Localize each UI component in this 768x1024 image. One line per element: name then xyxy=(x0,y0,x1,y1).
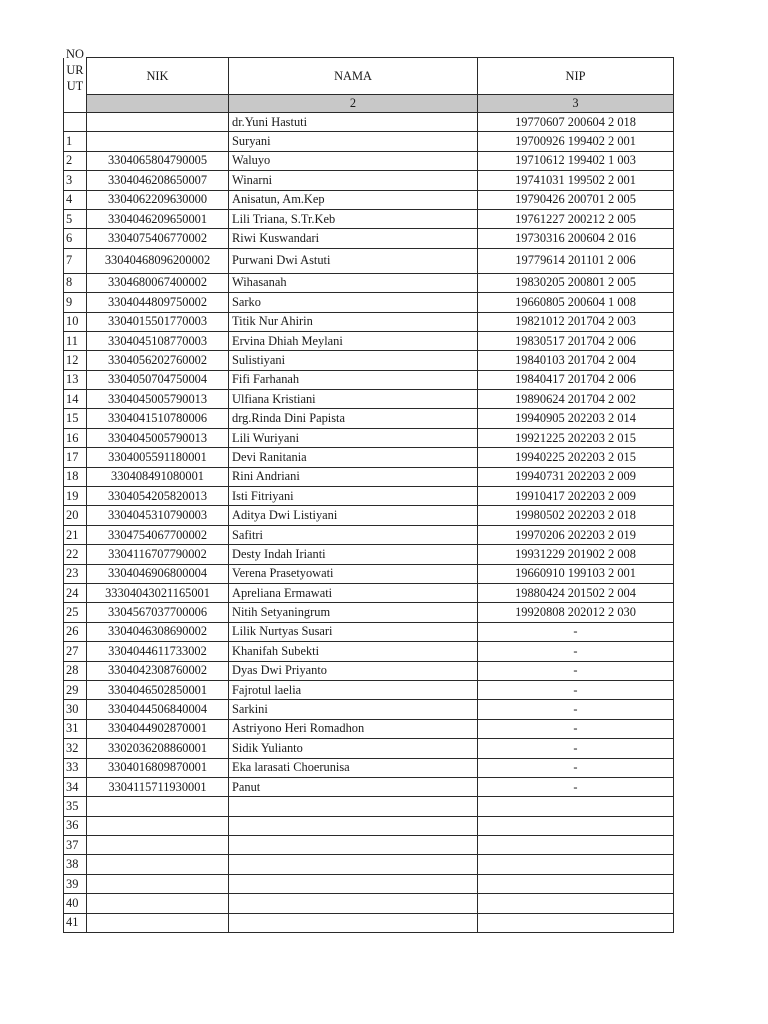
row-nama-cell: Suryani xyxy=(229,132,478,151)
row-nik-cell: 3304056202760002 xyxy=(87,351,229,370)
table-row xyxy=(64,467,674,486)
row-nama-cell: Riwi Kuswandari xyxy=(229,229,478,248)
row-nama-cell: Fifi Farhanah xyxy=(229,370,478,389)
table-row xyxy=(64,739,674,758)
row-nama-cell xyxy=(229,797,478,816)
row-nip-cell: 19660910 199103 2 001 xyxy=(478,564,674,583)
table-row xyxy=(64,894,674,913)
row-no-cell: 21 xyxy=(64,525,87,544)
row-no-cell: 3 xyxy=(64,171,87,190)
row-no-cell: 10 xyxy=(64,312,87,331)
row-nip-cell: - xyxy=(478,622,674,641)
row-nip-cell xyxy=(478,855,674,874)
header-no-line-2: UR xyxy=(66,62,84,77)
row-no-cell: 4 xyxy=(64,190,87,209)
row-no-cell: 24 xyxy=(64,583,87,602)
row-nik-cell: 3304046906800004 xyxy=(87,564,229,583)
row-nama-cell: Eka larasati Choerunisa xyxy=(229,758,478,777)
row-no-cell: 18 xyxy=(64,467,87,486)
row-nik-cell xyxy=(87,874,229,893)
header-no-urut xyxy=(64,46,87,113)
table-row xyxy=(64,171,674,190)
table-row xyxy=(64,642,674,661)
row-nama-cell: Desty Indah Irianti xyxy=(229,545,478,564)
row-nik-cell xyxy=(87,113,229,132)
row-nik-cell: 3304041510780006 xyxy=(87,409,229,428)
row-nik-cell: 3304754067700002 xyxy=(87,525,229,544)
header-row xyxy=(64,58,674,95)
row-no-cell: 35 xyxy=(64,797,87,816)
row-nik-cell: 3304005591180001 xyxy=(87,448,229,467)
row-nip-cell: 19921225 202203 2 015 xyxy=(478,428,674,447)
table-row xyxy=(64,855,674,874)
row-nip-cell: - xyxy=(478,739,674,758)
table-row xyxy=(64,113,674,132)
row-nip-cell: 19779614 201101 2 006 xyxy=(478,248,674,273)
row-no-cell: 38 xyxy=(64,855,87,874)
row-nip-cell: - xyxy=(478,661,674,680)
table-row xyxy=(64,351,674,370)
row-nama-cell: Ervina Dhiah Meylani xyxy=(229,331,478,350)
row-nip-cell: 19710612 199402 1 003 xyxy=(478,151,674,170)
table-row xyxy=(64,874,674,893)
row-no-cell: 1 xyxy=(64,132,87,151)
column-number-nip: 3 xyxy=(478,95,674,113)
row-nip-cell xyxy=(478,913,674,932)
row-no-cell: 26 xyxy=(64,622,87,641)
table-row xyxy=(64,564,674,583)
row-nik-cell: 3304044902870001 xyxy=(87,719,229,738)
row-nik-cell: 3304046502850001 xyxy=(87,680,229,699)
table-row xyxy=(64,132,674,151)
row-nip-cell: - xyxy=(478,642,674,661)
row-nama-cell: Verena Prasetyowati xyxy=(229,564,478,583)
row-nik-cell xyxy=(87,797,229,816)
row-nik-cell xyxy=(87,913,229,932)
row-nik-cell: 3304115711930001 xyxy=(87,777,229,796)
row-nama-cell: Rini Andriani xyxy=(229,467,478,486)
row-nama-cell: Lili Triana, S.Tr.Keb xyxy=(229,209,478,228)
table-row xyxy=(64,700,674,719)
row-nip-cell: 19821012 201704 2 003 xyxy=(478,312,674,331)
header-nama: NAMA xyxy=(229,58,478,95)
header-no-line-3: UT xyxy=(66,78,84,93)
row-nama-cell: Purwani Dwi Astuti xyxy=(229,248,478,273)
row-nip-cell: 19660805 200604 1 008 xyxy=(478,293,674,312)
row-no-cell: 22 xyxy=(64,545,87,564)
row-nama-cell: drg.Rinda Dini Papista xyxy=(229,409,478,428)
row-no-cell: 12 xyxy=(64,351,87,370)
row-nama-cell xyxy=(229,836,478,855)
row-nik-cell: 33040468096200002 xyxy=(87,248,229,273)
row-nik-cell: 3304044809750002 xyxy=(87,293,229,312)
table-row xyxy=(64,661,674,680)
table-row xyxy=(64,545,674,564)
row-nama-cell: Fajrotul laelia xyxy=(229,680,478,699)
table-row xyxy=(64,777,674,796)
table-row xyxy=(64,603,674,622)
row-nama-cell xyxy=(229,855,478,874)
row-no-cell: 14 xyxy=(64,390,87,409)
row-nip-cell xyxy=(478,797,674,816)
row-no-cell: 2 xyxy=(64,151,87,170)
table-row xyxy=(64,293,674,312)
row-nik-cell: 3304046208650007 xyxy=(87,171,229,190)
row-nama-cell: Apreliana Ermawati xyxy=(229,583,478,602)
row-nip-cell: 19890624 201704 2 002 xyxy=(478,390,674,409)
row-nik-cell: 3304680067400002 xyxy=(87,273,229,292)
row-no-cell: 23 xyxy=(64,564,87,583)
row-no-cell: 30 xyxy=(64,700,87,719)
row-nama-cell xyxy=(229,913,478,932)
row-nik-cell: 3304054205820013 xyxy=(87,487,229,506)
row-nama-cell: Isti Fitriyani xyxy=(229,487,478,506)
table-row xyxy=(64,448,674,467)
row-nip-cell: 19840417 201704 2 006 xyxy=(478,370,674,389)
row-nama-cell: Sidik Yulianto xyxy=(229,739,478,758)
row-nip-cell xyxy=(478,836,674,855)
table-row xyxy=(64,190,674,209)
row-nama-cell: Wihasanah xyxy=(229,273,478,292)
row-no-cell: 6 xyxy=(64,229,87,248)
row-nama-cell: Sulistiyani xyxy=(229,351,478,370)
row-nik-cell xyxy=(87,132,229,151)
row-no-cell: 32 xyxy=(64,739,87,758)
row-nik-cell: 3304050704750004 xyxy=(87,370,229,389)
row-nip-cell: 19830517 201704 2 006 xyxy=(478,331,674,350)
row-nik-cell: 3304045005790013 xyxy=(87,428,229,447)
row-nip-cell: 19790426 200701 2 005 xyxy=(478,190,674,209)
row-nama-cell xyxy=(229,894,478,913)
row-nip-cell: 19761227 200212 2 005 xyxy=(478,209,674,228)
row-nip-cell: 19940225 202203 2 015 xyxy=(478,448,674,467)
row-nik-cell xyxy=(87,894,229,913)
table-row xyxy=(64,209,674,228)
header-no-line-1: NO xyxy=(66,46,84,61)
row-no-cell: 29 xyxy=(64,680,87,699)
row-nik-cell xyxy=(87,836,229,855)
row-nik-cell: 3304045005790013 xyxy=(87,390,229,409)
row-no-cell: 34 xyxy=(64,777,87,796)
row-no-cell: 8 xyxy=(64,273,87,292)
table-row xyxy=(64,370,674,389)
table-row xyxy=(64,151,674,170)
row-no-cell: 13 xyxy=(64,370,87,389)
row-nip-cell: - xyxy=(478,777,674,796)
table-row xyxy=(64,273,674,292)
row-no-cell: 9 xyxy=(64,293,87,312)
row-no-cell xyxy=(64,113,87,132)
row-nip-cell: 19910417 202203 2 009 xyxy=(478,487,674,506)
row-nik-cell: 3304016809870001 xyxy=(87,758,229,777)
table-row xyxy=(64,248,674,273)
row-nama-cell: Sarko xyxy=(229,293,478,312)
row-no-cell: 15 xyxy=(64,409,87,428)
column-number-nik xyxy=(87,95,229,113)
row-nama-cell: Safitri xyxy=(229,525,478,544)
row-nip-cell: - xyxy=(478,700,674,719)
row-no-cell: 36 xyxy=(64,816,87,835)
row-nip-cell: 19730316 200604 2 016 xyxy=(478,229,674,248)
row-no-cell: 27 xyxy=(64,642,87,661)
table-row xyxy=(64,719,674,738)
row-nama-cell: Lili Wuriyani xyxy=(229,428,478,447)
table-row xyxy=(64,409,674,428)
row-nik-cell: 3304065804790005 xyxy=(87,151,229,170)
staff-table xyxy=(63,46,674,933)
row-nik-cell: 3304062209630000 xyxy=(87,190,229,209)
row-nik-cell: 3304116707790002 xyxy=(87,545,229,564)
row-nama-cell: Sarkini xyxy=(229,700,478,719)
row-nik-cell: 33304043021165001 xyxy=(87,583,229,602)
row-nip-cell: 19920808 202012 2 030 xyxy=(478,603,674,622)
table-row xyxy=(64,428,674,447)
table-row xyxy=(64,312,674,331)
row-no-cell: 31 xyxy=(64,719,87,738)
row-no-cell: 16 xyxy=(64,428,87,447)
table-row xyxy=(64,836,674,855)
table-row xyxy=(64,622,674,641)
row-nama-cell: Waluyo xyxy=(229,151,478,170)
row-nama-cell: Winarni xyxy=(229,171,478,190)
table-row xyxy=(64,797,674,816)
staff-table-sheet xyxy=(63,46,674,933)
row-nip-cell: 19770607 200604 2 018 xyxy=(478,113,674,132)
row-nama-cell: Devi Ranitania xyxy=(229,448,478,467)
row-nama-cell: Khanifah Subekti xyxy=(229,642,478,661)
row-no-cell: 17 xyxy=(64,448,87,467)
row-nip-cell xyxy=(478,816,674,835)
row-nik-cell: 3304015501770003 xyxy=(87,312,229,331)
row-nip-cell: - xyxy=(478,680,674,699)
table-row xyxy=(64,583,674,602)
table-row xyxy=(64,758,674,777)
table-row xyxy=(64,390,674,409)
row-no-cell: 20 xyxy=(64,506,87,525)
table-row xyxy=(64,229,674,248)
row-nama-cell xyxy=(229,816,478,835)
row-no-cell: 19 xyxy=(64,487,87,506)
row-nama-cell: Panut xyxy=(229,777,478,796)
row-no-cell: 41 xyxy=(64,913,87,932)
table-row xyxy=(64,816,674,835)
row-nama-cell: Ulfiana Kristiani xyxy=(229,390,478,409)
row-nip-cell: - xyxy=(478,758,674,777)
row-no-cell: 28 xyxy=(64,661,87,680)
row-nip-cell: 19940731 202203 2 009 xyxy=(478,467,674,486)
row-nip-cell xyxy=(478,894,674,913)
row-nip-cell: 19741031 199502 2 001 xyxy=(478,171,674,190)
row-nik-cell: 3304045108770003 xyxy=(87,331,229,350)
header-nip: NIP xyxy=(478,58,674,95)
row-no-cell: 5 xyxy=(64,209,87,228)
table-row xyxy=(64,487,674,506)
row-nama-cell: dr.Yuni Hastuti xyxy=(229,113,478,132)
row-nama-cell: Dyas Dwi Priyanto xyxy=(229,661,478,680)
row-nama-cell: Anisatun, Am.Kep xyxy=(229,190,478,209)
row-nip-cell: 19970206 202203 2 019 xyxy=(478,525,674,544)
row-no-cell: 40 xyxy=(64,894,87,913)
row-nip-cell: 19880424 201502 2 004 xyxy=(478,583,674,602)
row-nama-cell: Lilik Nurtyas Susari xyxy=(229,622,478,641)
row-no-cell: 37 xyxy=(64,836,87,855)
row-nik-cell xyxy=(87,855,229,874)
row-nik-cell xyxy=(87,816,229,835)
row-no-cell: 33 xyxy=(64,758,87,777)
row-nip-cell: 19980502 202203 2 018 xyxy=(478,506,674,525)
table-row xyxy=(64,331,674,350)
table-row xyxy=(64,506,674,525)
row-nama-cell xyxy=(229,874,478,893)
row-nama-cell: Astriyono Heri Romadhon xyxy=(229,719,478,738)
row-no-cell: 25 xyxy=(64,603,87,622)
row-nama-cell: Aditya Dwi Listiyani xyxy=(229,506,478,525)
row-nip-cell: 19830205 200801 2 005 xyxy=(478,273,674,292)
column-number-nama: 2 xyxy=(229,95,478,113)
row-nip-cell: 19700926 199402 2 001 xyxy=(478,132,674,151)
row-nik-cell: 3304042308760002 xyxy=(87,661,229,680)
row-no-cell: 7 xyxy=(64,248,87,273)
row-nip-cell: 19840103 201704 2 004 xyxy=(478,351,674,370)
row-nik-cell: 3304567037700006 xyxy=(87,603,229,622)
row-nik-cell: 3304044611733002 xyxy=(87,642,229,661)
row-nip-cell xyxy=(478,874,674,893)
row-nip-cell: - xyxy=(478,719,674,738)
row-nik-cell: 3304044506840004 xyxy=(87,700,229,719)
row-nik-cell: 3304075406770002 xyxy=(87,229,229,248)
row-nik-cell: 3304045310790003 xyxy=(87,506,229,525)
row-no-cell: 11 xyxy=(64,331,87,350)
row-nama-cell: Nitih Setyaningrum xyxy=(229,603,478,622)
header-nik: NIK xyxy=(87,58,229,95)
column-number-row xyxy=(64,95,674,113)
row-no-cell: 39 xyxy=(64,874,87,893)
table-row xyxy=(64,913,674,932)
row-nik-cell: 3304046209650001 xyxy=(87,209,229,228)
row-nik-cell: 3302036208860001 xyxy=(87,739,229,758)
table-row xyxy=(64,680,674,699)
row-nama-cell: Titik Nur Ahirin xyxy=(229,312,478,331)
row-nip-cell: 19940905 202203 2 014 xyxy=(478,409,674,428)
row-nik-cell: 330408491080001 xyxy=(87,467,229,486)
row-nip-cell: 19931229 201902 2 008 xyxy=(478,545,674,564)
row-nik-cell: 3304046308690002 xyxy=(87,622,229,641)
table-row xyxy=(64,525,674,544)
